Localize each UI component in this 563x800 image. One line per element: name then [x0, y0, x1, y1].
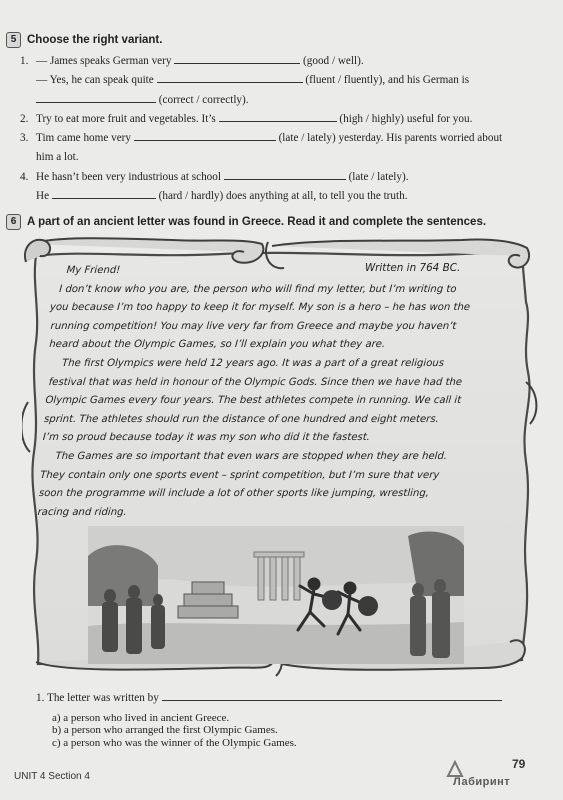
page-number: 79 — [512, 757, 526, 771]
letter-date: Written in 764 BC. — [365, 262, 461, 274]
letter-line: racing and riding. — [37, 506, 128, 518]
exercise-5-header — [6, 32, 546, 48]
exercise-number-badge: 5 — [6, 32, 21, 48]
answer-blank[interactable] — [52, 188, 156, 199]
letter-line: I’m so proud because today it was my son who did it the fastest. — [42, 432, 371, 444]
letter-line: sprint. The athletes should run the distance of one hundred and eight meters. — [43, 413, 440, 425]
letter-line: They contain only one sports event – sprint competition, but I’m sure that very — [39, 469, 440, 481]
exercise-5-title: Choose the right variant. — [27, 34, 163, 46]
exercise-5-line: 4. He hasn’t been very industrious at school (late / lately). — [20, 170, 409, 183]
letter-line: My Friend! — [66, 265, 121, 276]
letter-line: I don’t know who you are, the person who will find my letter, but I’m writing to — [58, 283, 457, 295]
exercise-6 — [6, 214, 556, 230]
letter-line: running competition! You may live very far from Greece and maybe you haven’t — [50, 320, 457, 332]
answer-blank[interactable] — [174, 53, 300, 64]
ancient-letter-text — [37, 262, 501, 522]
exercise-5-line: 2. Try to eat more fruit and vegetables. It’s (high / highly) useful for you. — [20, 112, 473, 125]
letter-line: The first Olympics were held 12 years ago. It was a part of a great religious — [61, 357, 445, 369]
exercise-5-line: him a lot. — [36, 151, 79, 164]
letter-line: heard about the Olympic Games, so I’ll explain you what they are. — [48, 339, 386, 351]
exercise-5-line: He (hard / hardly) does anything at all, to tell you the truth. — [36, 190, 408, 203]
unit-section-footer: UNIT 4 Section 4 — [14, 771, 90, 782]
answer-blank[interactable] — [162, 690, 502, 701]
option-a[interactable]: a) a person who lived in ancient Greece. — [52, 712, 230, 724]
letter-line: Olympic Games every four years. The best athletes compete in running. We call it — [45, 395, 462, 407]
answer-blank[interactable] — [219, 111, 337, 122]
answer-options — [52, 712, 297, 749]
letter-line: The Games are so important that even wars are stopped when they are held. — [55, 450, 448, 462]
answer-blank[interactable] — [224, 169, 346, 180]
option-c[interactable]: c) a person who was the winner of the Olympic Games. — [52, 736, 297, 749]
exercise-6-title: A part of an ancient letter was found in Greece. Read it and complete the sentences. — [27, 216, 487, 228]
exercise-5-line: — Yes, he can speak quite (fluent / fluently), and his German is — [36, 74, 470, 87]
watermark-text: Лабиринт — [453, 776, 511, 788]
letter-line: festival that was held in honour of the Olympic Gods. Since then we have had the — [48, 376, 463, 388]
answer-blank[interactable] — [157, 72, 303, 83]
letter-line: you because I’m too happy to keep it for myself. My son is a hero – he has won the — [49, 302, 471, 314]
answer-blank[interactable] — [36, 92, 156, 103]
exercise-5 — [6, 32, 546, 206]
exercise-5-line: (correct / correctly). — [36, 91, 546, 110]
answer-blank[interactable] — [134, 130, 276, 141]
exercise-6-header — [6, 214, 556, 230]
question-1 — [36, 690, 526, 706]
question-1-text: 1. The letter was written by — [36, 692, 159, 704]
exercise-number-badge: 6 — [6, 214, 21, 230]
exercise-5-line: 3. Tim came home very (late / lately) yesterday. His parents worried about — [20, 132, 503, 145]
option-b[interactable]: b) a person who arranged the first Olympic Games. — [52, 724, 278, 737]
ancient-olympics-illustration — [88, 526, 464, 664]
letter-line: soon the programme will include a lot of other sports like jumping, wrestling, — [38, 488, 430, 500]
exercise-5-line: 1. — James speaks German very (good / well). — [20, 55, 364, 67]
